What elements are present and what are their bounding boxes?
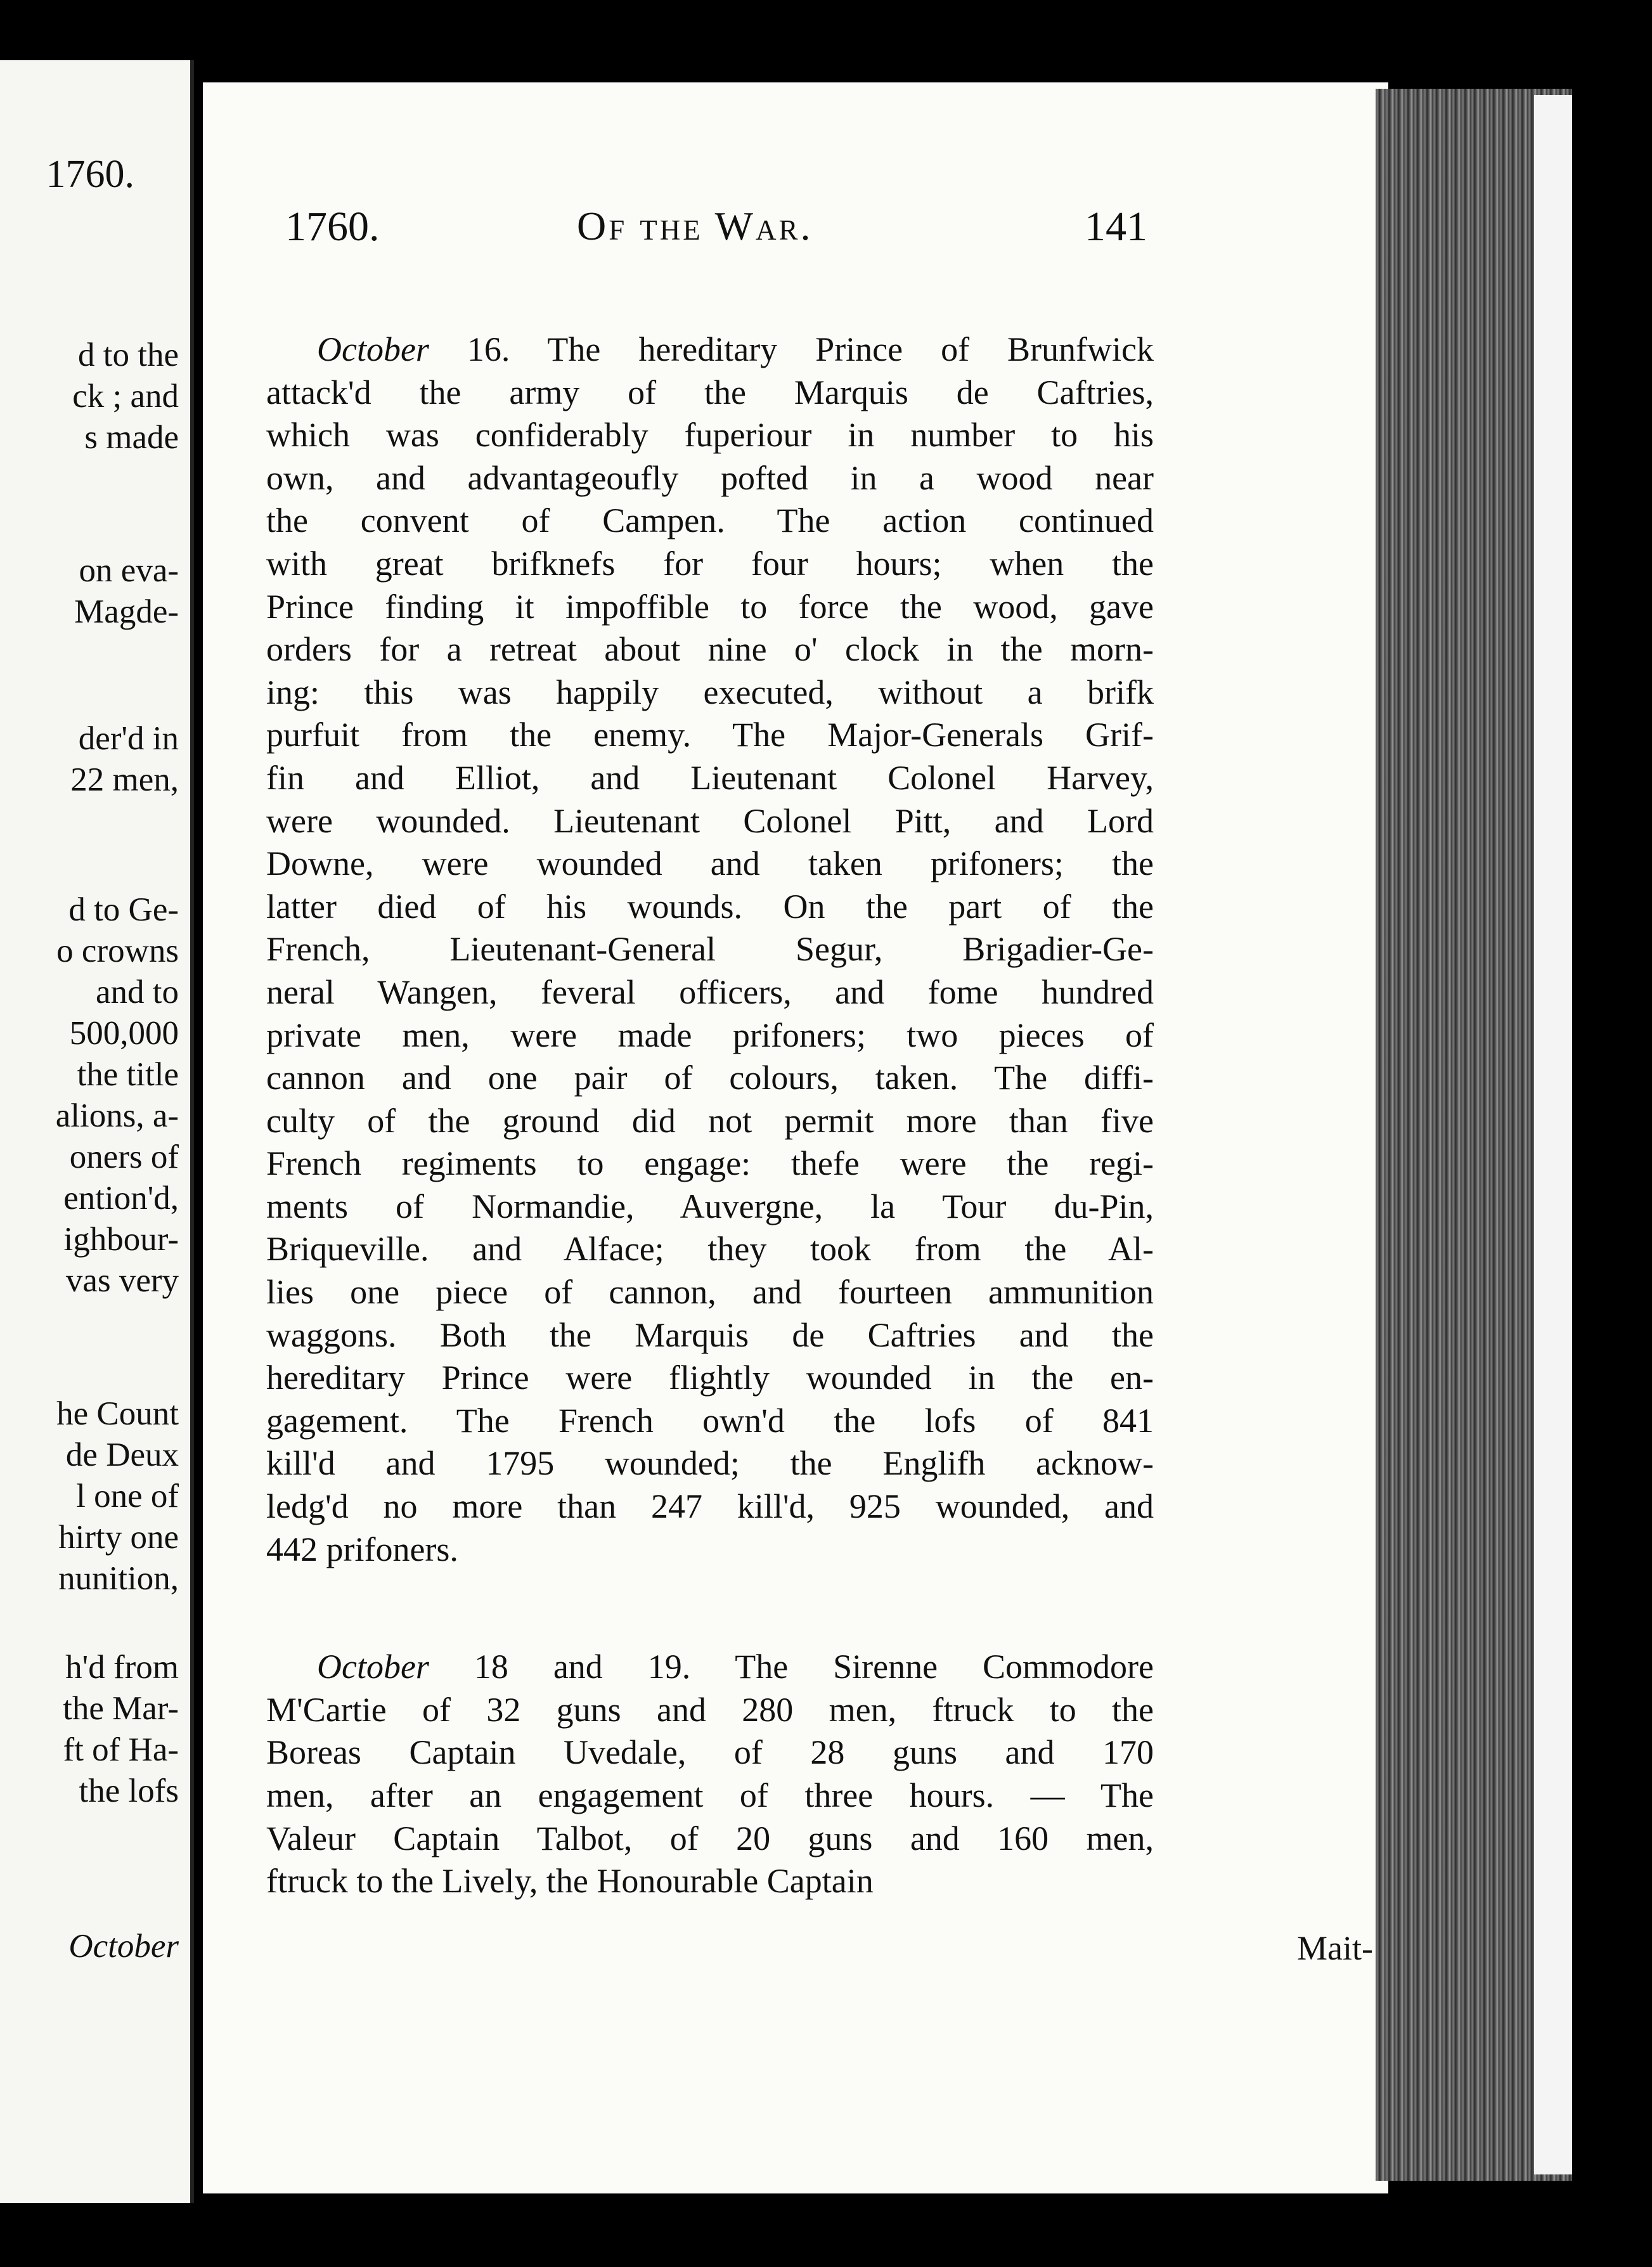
text-line: purfuit from the enemy. The Major-Generals Grif- bbox=[266, 716, 1154, 754]
left-page-fragment bbox=[0, 60, 194, 2203]
text-line: orders for a retreat about nine o' clock in the morn- bbox=[266, 630, 1154, 669]
date-label: October bbox=[317, 1648, 429, 1686]
text-line: 442 prifoners. bbox=[266, 1530, 458, 1568]
left-page-text-fragment: he Count bbox=[56, 1395, 179, 1432]
text-line: ledg'd no more than 247 kill'd, 925 wounded, and bbox=[266, 1487, 1154, 1526]
text-line: ments of Normandie, Auvergne, la Tour du-Pin, bbox=[266, 1187, 1154, 1225]
header-year: 1760. bbox=[285, 203, 380, 250]
page-edges bbox=[1376, 89, 1572, 2181]
text-line: the convent of Campen. The action continued bbox=[266, 501, 1154, 540]
left-page-text-fragment: ck ; and bbox=[72, 378, 179, 415]
text-line: with great brifknefs for four hours; when the bbox=[266, 544, 1154, 583]
left-page-text-fragment: and to bbox=[96, 974, 179, 1011]
text-line: Prince finding it impoffible to force the wood, gave bbox=[266, 587, 1154, 626]
text-line: culty of the ground did not permit more than five bbox=[266, 1101, 1154, 1140]
left-page-text-fragment: the title bbox=[77, 1056, 179, 1093]
text-line: neral Wangen, feveral officers, and fome hundred bbox=[266, 972, 1154, 1011]
left-page-text-fragment: nunition, bbox=[58, 1560, 179, 1597]
header-title: Of the War. bbox=[577, 203, 813, 249]
left-page-text-fragment: der'd in bbox=[78, 720, 179, 757]
date-label: October bbox=[317, 330, 429, 368]
left-page-text-fragment: Magde- bbox=[74, 593, 179, 630]
body-text bbox=[266, 328, 1154, 1903]
text-line: gagement. The French own'd the lofs of 841 bbox=[266, 1401, 1154, 1440]
left-page-text-fragment: d to the bbox=[78, 337, 179, 373]
left-page-text-fragment: oners of bbox=[69, 1139, 179, 1175]
text-line: cannon and one pair of colours, taken. The diffi- bbox=[266, 1059, 1154, 1097]
text-line: private men, were made prifoners; two pieces of bbox=[266, 1016, 1154, 1054]
text-line: Briqueville. and Alface; they took from the Al- bbox=[266, 1230, 1154, 1269]
text-line bbox=[266, 328, 1154, 371]
left-page-year: 1760. bbox=[46, 153, 134, 196]
text-line: latter died of his wounds. On the part of the bbox=[266, 887, 1154, 926]
text-line: ing: this was happily executed, without a brifk bbox=[266, 673, 1154, 711]
running-header bbox=[285, 203, 1147, 266]
left-page-text-fragment: the Mar- bbox=[63, 1690, 179, 1727]
text-line: Boreas Captain Uvedale, of 28 guns and 170 bbox=[266, 1733, 1154, 1772]
text-line-content: 18 and 19. The Sirenne Commodore bbox=[429, 1648, 1154, 1686]
text-line: ftruck to the Lively, the Honourable Captain bbox=[266, 1862, 874, 1901]
text-line: attack'd the army of the Marquis de Caftries, bbox=[266, 373, 1154, 411]
text-line: which was confiderably fuperiour in number to his bbox=[266, 416, 1154, 455]
text-line: were wounded. Lieutenant Colonel Pitt, and Lord bbox=[266, 801, 1154, 840]
text-line: French regiments to engage: thefe were the regi- bbox=[266, 1144, 1154, 1183]
left-page-text-fragment: alions, a- bbox=[55, 1097, 179, 1134]
text-line: kill'd and 1795 wounded; the Englifh acknow- bbox=[266, 1444, 1154, 1483]
left-page-text-fragment: h'd from bbox=[65, 1649, 179, 1686]
page-number: 141 bbox=[1085, 203, 1147, 250]
left-page-text-fragment: s made bbox=[84, 419, 179, 456]
left-page-text-fragment: o crowns bbox=[56, 933, 179, 969]
text-line: M'Cartie of 32 guns and 280 men, ftruck to the bbox=[266, 1690, 1154, 1729]
text-line: lies one piece of cannon, and fourteen ammunition bbox=[266, 1273, 1154, 1312]
left-page-catchword: October bbox=[68, 1928, 179, 1965]
text-line: fin and Elliot, and Lieutenant Colonel Harvey, bbox=[266, 758, 1154, 797]
left-page-text-fragment: on eva- bbox=[79, 552, 179, 589]
left-page-text-fragment: 22 men, bbox=[70, 761, 179, 798]
left-page-text-fragment: hirty one bbox=[58, 1519, 179, 1556]
text-line-content: 16. The hereditary Prince of Brunfwick bbox=[429, 330, 1154, 368]
left-page-text-fragment: de Deux bbox=[65, 1437, 179, 1473]
text-line: hereditary Prince were flightly wounded in the en- bbox=[266, 1359, 1154, 1397]
catchword: Mait- bbox=[1297, 1929, 1373, 1967]
left-page-text-fragment: ighbour- bbox=[63, 1221, 179, 1258]
text-line bbox=[266, 1646, 1154, 1689]
left-page-text-fragment: the lofs bbox=[79, 1773, 179, 1809]
left-page-text-fragment: vas very bbox=[65, 1262, 179, 1299]
left-page-text-fragment: ft of Ha- bbox=[63, 1731, 179, 1768]
left-page-text-fragment: l one of bbox=[76, 1478, 179, 1515]
text-line: French, Lieutenant-General Segur, Brigadier-Ge- bbox=[266, 930, 1154, 969]
paragraph-october-16 bbox=[266, 328, 1154, 1571]
left-page-text-fragment: 500,000 bbox=[69, 1015, 179, 1052]
text-line: waggons. Both the Marquis de Caftries and the bbox=[266, 1315, 1154, 1354]
left-page-text-fragment: ention'd, bbox=[63, 1180, 179, 1217]
left-page-text-fragment: d to Ge- bbox=[68, 891, 179, 928]
text-line: Valeur Captain Talbot, of 20 guns and 160 men, bbox=[266, 1819, 1154, 1857]
text-line: men, after an engagement of three hours. — The bbox=[266, 1776, 1154, 1814]
paragraph-october-18-19 bbox=[266, 1646, 1154, 1903]
text-line: own, and advantageoufly pofted in a wood near bbox=[266, 458, 1154, 497]
text-line: Downe, were wounded and taken prifoners; the bbox=[266, 844, 1154, 883]
